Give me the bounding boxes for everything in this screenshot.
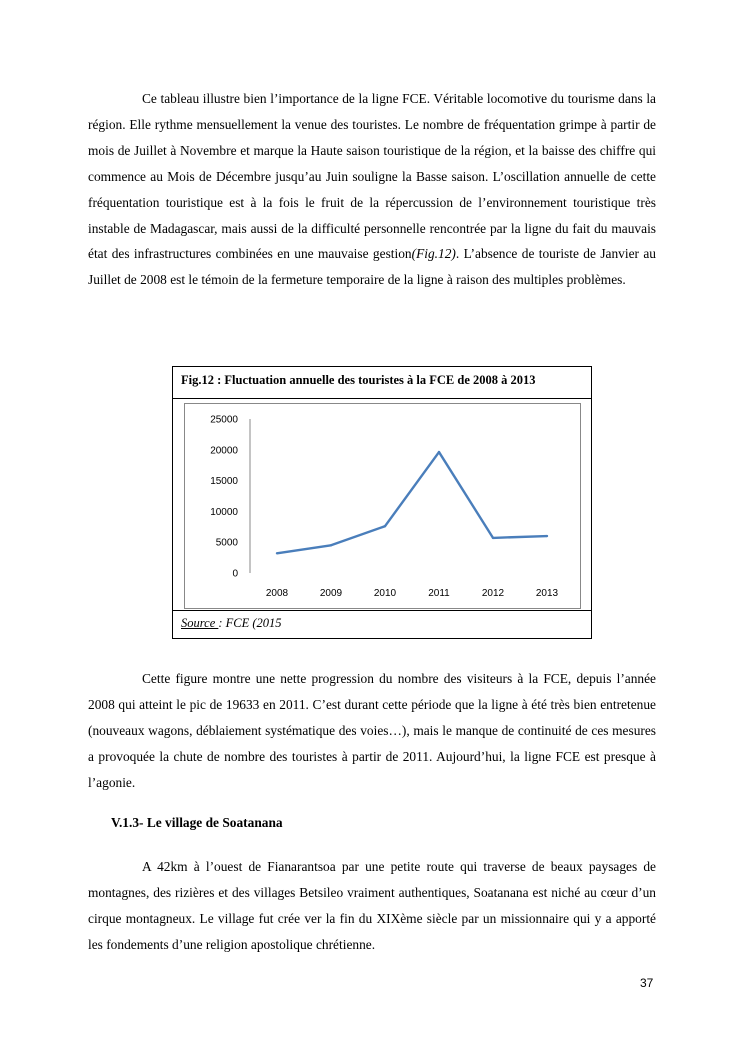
data-point: [276, 552, 278, 554]
figure-12: [172, 366, 592, 639]
y-tick-label: 25000: [210, 414, 238, 426]
x-tick-label: 2012: [481, 588, 505, 599]
data-point: [438, 451, 440, 453]
y-tick-label: 0: [232, 568, 238, 580]
figure-title: Fig.12 : Fluctuation annuelle des touristes à la FCE de 2008 à 2013: [173, 367, 591, 399]
chart-svg: [185, 404, 582, 610]
page-number: 37: [640, 976, 654, 990]
x-tick-label: 2013: [535, 588, 559, 599]
data-point: [384, 525, 386, 527]
paragraph-intro: [88, 86, 656, 293]
source-label: Source: [181, 616, 219, 630]
paragraph-intro-text: Ce tableau illustre bien l’importance de la ligne FCE. Véritable locomotive du tourisme dans la région. Elle rythme mensuellement la venue des touristes. Le nombre de fréquentation grimpe à partir de mois de Juillet à Novembre et marque la Haute saison touristique de la région, et la baisse des chiffre qui commence au Mois de Décembre jusqu’au Juin souligne la Basse saison. L’oscillation annuelle de cette fréquentation touristique est à la fois le fruit de la répercussion de l’environnement touristique très instable de Madagascar, mais aussi de la difficulté personnelle rencontrée par la ligne du fait du mauvais état des infrastructures combinées en une mauvaise gestion: [88, 91, 656, 262]
paragraph-analysis-text: Cette figure montre une nette progression du nombre des visiteurs à la FCE, depuis l’année 2008 qui atteint le pic de 19633 en 2011. C’est durant cette période que la ligne à été très bien entretenue (nouveaux wagons, déblaiement systématique des voies…), mais le manque de continuité de ces mesures a provoquée la chute de nombre des touristes à partir de 2011. Aujourd’hui, la ligne FCE est presque à l’agonie.: [88, 671, 656, 790]
section-heading: V.1.3- Le village de Soatanana: [111, 815, 283, 830]
data-point: [546, 535, 548, 537]
paragraph-soatanana-text: A 42km à l’ouest de Fianarantsoa par une petite route qui traverse de beaux paysages de montagnes, des rizières et des villages Betsileo vraiment authentiques, Soatanana est niché au cœur d’un cirque montagneux. Le village fut crée ver la fin du XIXème siècle par un missionnaire qui y a apporté les fondements d’une religion apostolique chrétienne.: [88, 859, 656, 952]
paragraph-analysis: [88, 666, 656, 796]
data-point: [330, 544, 332, 546]
y-tick-label: 20000: [210, 445, 238, 457]
x-tick-label: 2008: [265, 588, 289, 599]
series-line: [277, 452, 547, 553]
paragraph-intro-text-end: . L’absence de touriste de Janvier au Juillet de 2008 est le témoin de la fermeture temporaire de la ligne à raison des multiples problèmes.: [88, 246, 656, 288]
x-tick-label: 2009: [319, 588, 343, 599]
line-chart: [184, 403, 581, 609]
data-point: [492, 537, 494, 539]
paragraph-soatanana: [88, 854, 656, 958]
x-tick-label: 2010: [373, 588, 397, 599]
x-tick-label: 2011: [428, 588, 450, 599]
y-tick-label: 5000: [215, 537, 238, 549]
source-text: : FCE (2015: [218, 616, 282, 630]
figure-source: [173, 610, 591, 638]
y-tick-label: 10000: [210, 506, 238, 518]
y-tick-label: 15000: [210, 476, 238, 488]
figure-reference: (Fig.12): [411, 246, 456, 262]
